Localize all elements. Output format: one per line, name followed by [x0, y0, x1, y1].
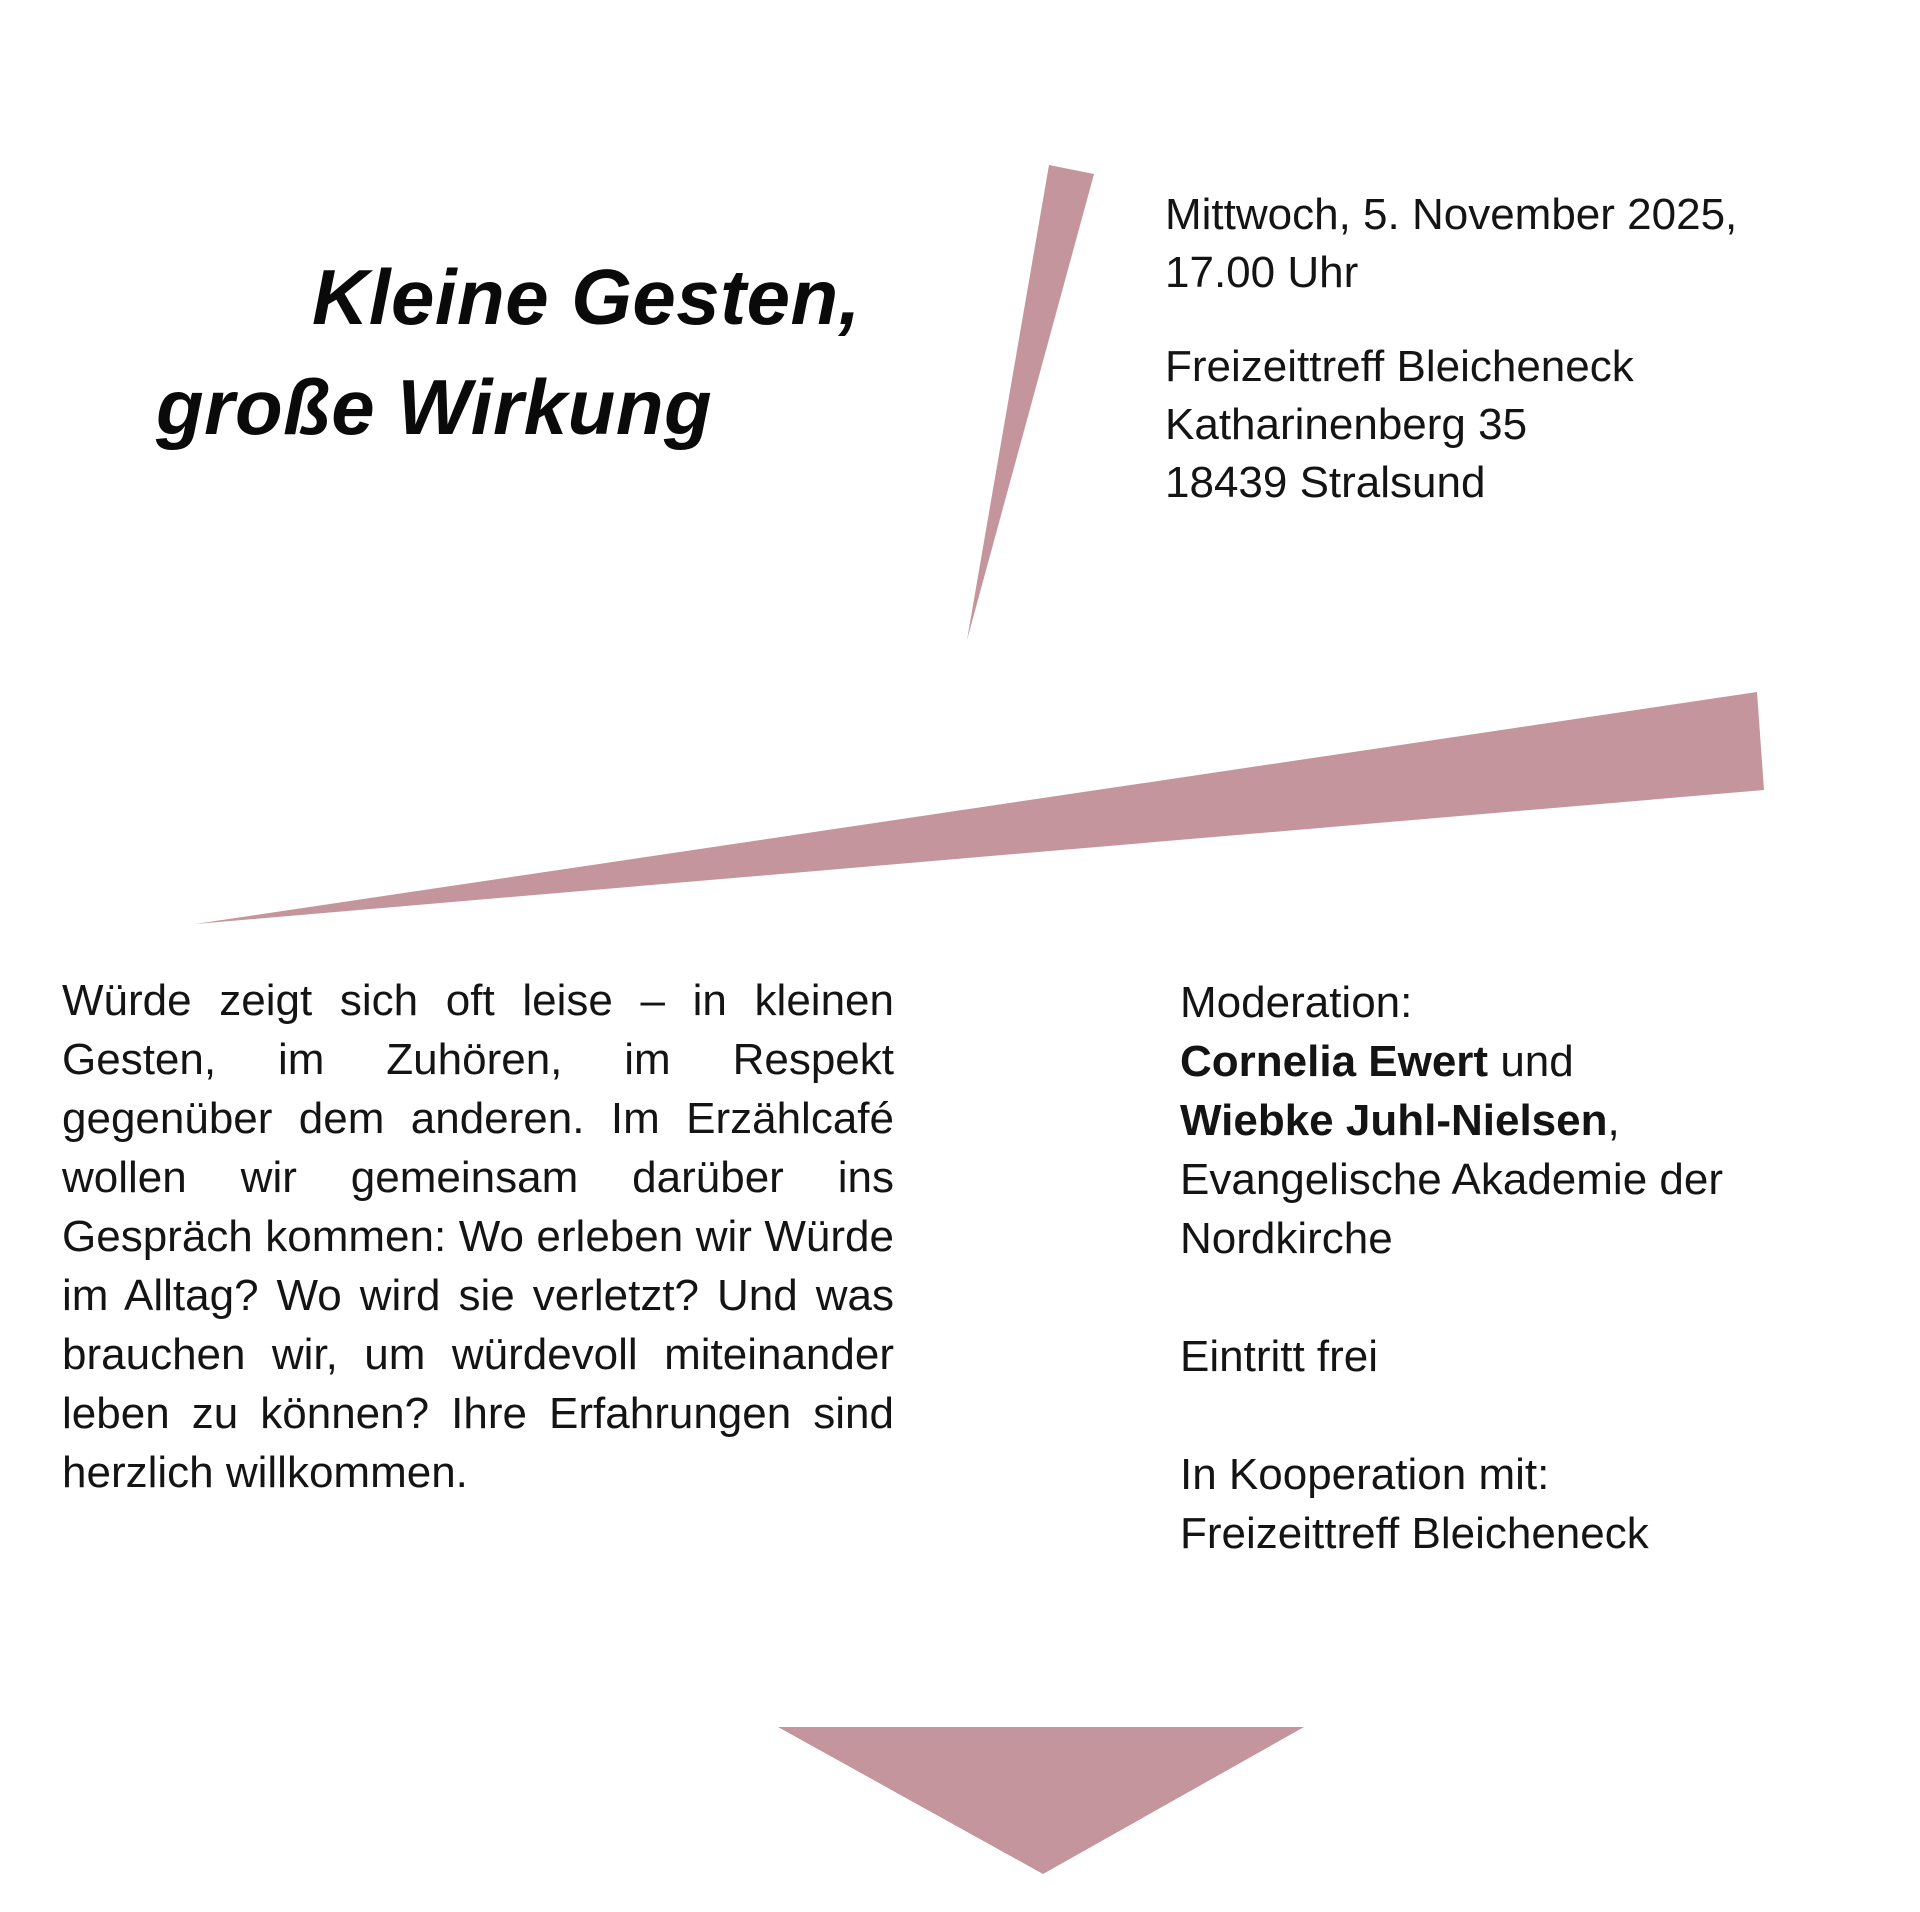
vertical-wedge-shape	[967, 165, 1094, 640]
venue-address-block	[1165, 338, 1634, 512]
date-time-block	[1165, 186, 1737, 302]
venue-street: Katharinenberg 35	[1165, 400, 1528, 449]
down-arrow-triangle-icon	[778, 1727, 1304, 1874]
cooperation-label: In Kooperation mit:	[1180, 1450, 1550, 1499]
moderator-2-suffix: ,	[1607, 1096, 1620, 1145]
moderator-1-name: Cornelia Ewert	[1180, 1037, 1489, 1086]
moderation-line-2	[1180, 1091, 1840, 1150]
title-line-1: Kleine Gesten,	[312, 253, 861, 341]
moderation-line-1	[1180, 1032, 1840, 1091]
title-line-2: große Wirkung	[156, 363, 713, 451]
event-date: Mittwoch, 5. November 2025,	[1165, 190, 1738, 239]
event-time: 17.00 Uhr	[1165, 248, 1359, 297]
organization-line-2: Nordkirche	[1180, 1214, 1393, 1263]
venue-city: 18439 Stralsund	[1165, 458, 1486, 507]
admission-text: Eintritt frei	[1180, 1332, 1379, 1381]
moderation-label: Moderation:	[1180, 978, 1413, 1027]
venue-name: Freizeittreff Bleicheneck	[1165, 342, 1634, 391]
moderator-2-name: Wiebke Juhl-Nielsen	[1180, 1096, 1608, 1145]
event-details	[1180, 973, 1840, 1563]
spacer	[1180, 1386, 1840, 1445]
horizontal-wedge-shape	[195, 692, 1764, 924]
spacer	[1180, 1268, 1840, 1327]
organization-line-1: Evangelische Akademie der	[1180, 1155, 1723, 1204]
event-description: Würde zeigt sich oft leise – in kleinen Gesten, im Zuhören, im Respekt gegenüber dem anderen. Im Erzählcafé wollen wir gemeinsam darüber ins Gespräch kommen: Wo erleben wir Würde im Alltag? Wo wird sie verletzt? Und was brauchen wir, um würdevoll miteinander leben zu können? Ihre Erfahrungen sind herzlich willkommen.	[62, 976, 894, 1497]
cooperation-partner: Freizeittreff Bleicheneck	[1180, 1509, 1649, 1558]
moderator-connector: und	[1488, 1037, 1574, 1086]
